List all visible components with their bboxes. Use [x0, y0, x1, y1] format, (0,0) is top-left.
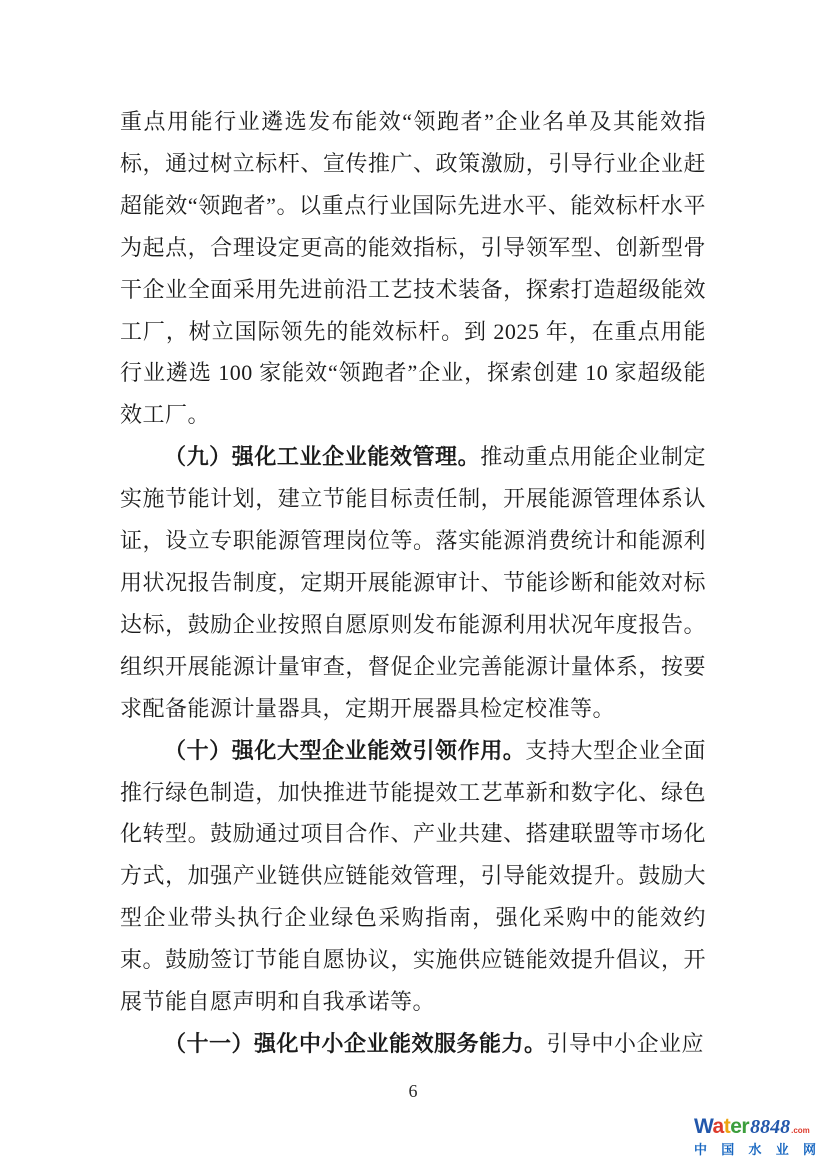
- document-body: [120, 101, 706, 1065]
- paragraph-lead: （十一）强化中小企业能效服务能力。: [164, 1030, 547, 1056]
- paragraph: [120, 1023, 706, 1065]
- paragraph-lead: （十）强化大型企业能效引领作用。: [164, 737, 526, 763]
- logo-subtitle-char: 网: [802, 1142, 816, 1157]
- paragraph: [120, 101, 706, 436]
- paragraph: [120, 730, 706, 1023]
- logo-subtitle-char: 国: [721, 1142, 735, 1157]
- logo-subtitle: [694, 1139, 816, 1158]
- logo-subtitle-char: 业: [775, 1142, 789, 1157]
- logo-wordmark: [694, 1116, 822, 1138]
- paragraph-text: 推动重点用能企业制定实施节能计划，建立节能目标责任制，开展能源管理体系认证，设立专职能源管理岗位等。落实能源消费统计和能源利用状况报告制度，定期开展能源审计、节能诊断和能效对标达标，鼓励企业按照自愿原则发布能源利用状况年度报告。组织开展能源计量审查，督促企业完善能源计量体系，按要求配备能源计量器具，定期开展器具检定校准等。: [120, 444, 706, 721]
- logo-letter: r: [741, 1115, 750, 1138]
- paragraph-text: 引导中小企业应: [546, 1030, 705, 1056]
- logo-8848-text: 8848: [750, 1116, 791, 1138]
- logo-letter: W: [694, 1115, 713, 1138]
- logo-subtitle-char: 水: [748, 1142, 762, 1157]
- logo-com-text: .com: [791, 1126, 810, 1135]
- water8848-logo[interactable]: [694, 1116, 822, 1158]
- paragraph: [120, 436, 706, 729]
- paragraph-text: 支持大型企业全面推行绿色制造，加快推进节能提效工艺革新和数字化、绿色化转型。鼓励通过项目合作、产业共建、搭建联盟等市场化方式，加强产业链供应链能效管理，引导能效提升。鼓励大型企业带头执行企业绿色采购指南，强化采购中的能效约束。鼓励签订节能自愿协议，实施供应链能效提升倡议，开展节能自愿声明和自我承诺等。: [120, 737, 706, 1015]
- logo-letter: t: [723, 1115, 731, 1138]
- logo-subtitle-char: 中: [694, 1142, 708, 1157]
- logo-letter: a: [712, 1115, 724, 1138]
- page-number: 6: [408, 1081, 418, 1101]
- logo-water-text: [694, 1116, 749, 1138]
- logo-letter: e: [730, 1115, 742, 1138]
- paragraph-lead: （九）强化工业企业能效管理。: [164, 444, 481, 470]
- paragraph-text: 重点用能行业遴选发布能效“领跑者”企业名单及其能效指标，通过树立标杆、宣传推广、政策激励，引导行业企业赶超能效“领跑者”。以重点行业国际先进水平、能效标杆水平为起点，合理设定更高的能效指标，引导领军型、创新型骨干企业全面采用先进前沿工艺技术装备，探索打造超级能效工厂，树立国际领先的能效标杆。到 2025 年，在重点用能行业遴选 100 家能效“领跑者”企业，探索创建 10 家超级能效工厂。: [120, 109, 706, 428]
